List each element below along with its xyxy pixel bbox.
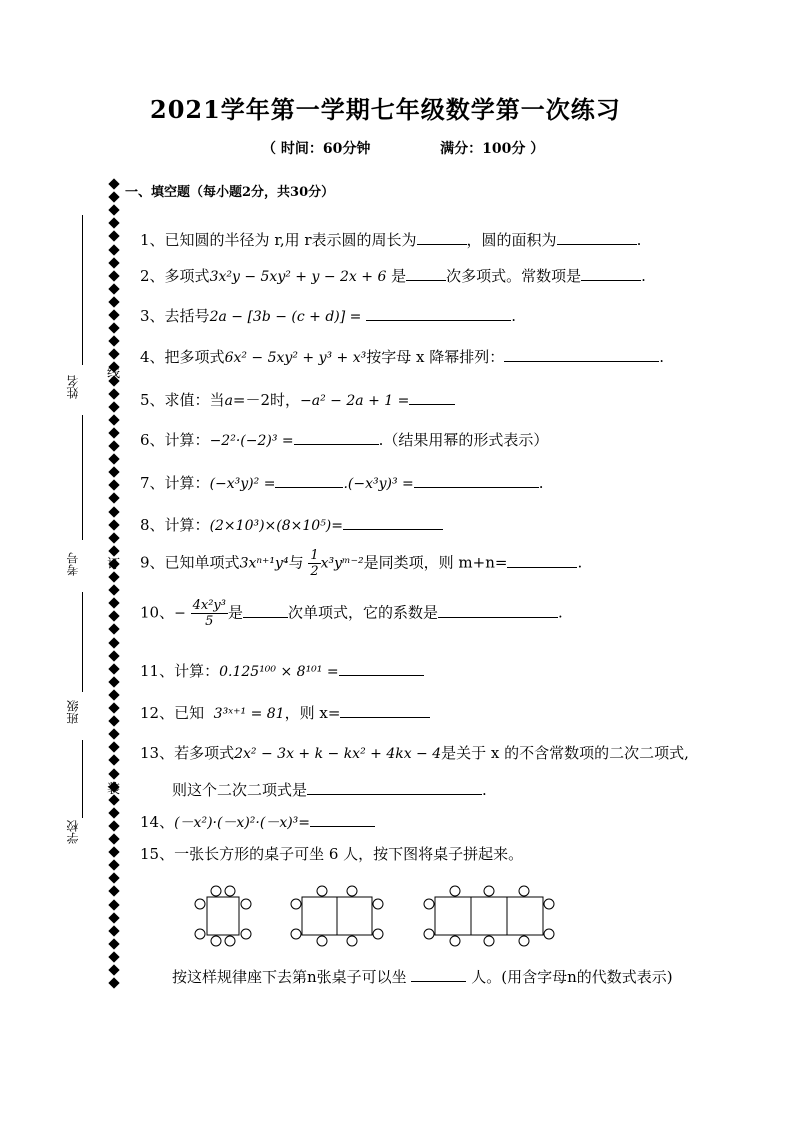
answer-blank[interactable] <box>504 347 659 362</box>
binding-diamond <box>108 689 119 700</box>
math-expression: 6x² − 5xy² + y³ + x³ <box>224 350 367 366</box>
question-number: 8、 <box>140 516 165 534</box>
binding-diamond <box>108 742 119 753</box>
binding-line <box>82 415 83 540</box>
binding-diamond <box>108 205 119 216</box>
binding-diamond <box>108 270 119 281</box>
page-title: 2021学年第一学期七年级数学第一次练习 <box>150 95 621 124</box>
answer-blank[interactable] <box>409 390 455 405</box>
seat-circle <box>317 886 327 896</box>
binding-diamond <box>108 611 119 622</box>
question-number: 10、 <box>140 603 175 622</box>
minus-sign: − <box>174 605 186 622</box>
question-text: 是 <box>227 603 243 622</box>
question-7 <box>140 472 544 493</box>
label-school: 学校 <box>66 820 80 844</box>
question-number: 14、 <box>140 813 175 831</box>
answer-blank[interactable] <box>340 703 430 718</box>
seat-circle <box>195 899 205 909</box>
seat-circle <box>450 886 460 896</box>
question-text: 次单项式，它的系数是 <box>288 603 439 622</box>
binding-diamond <box>108 349 119 360</box>
question-13-line2 <box>172 779 487 800</box>
question-text: 已知 <box>174 704 205 722</box>
question-text: 多项式 <box>164 267 210 285</box>
seat-circle <box>291 929 301 939</box>
math-expression: 3xⁿ⁺¹y⁴ <box>239 555 289 572</box>
math-expression: 3x²y − 5xy² + y − 2x + 6 <box>209 269 387 285</box>
binding-diamond <box>108 624 119 635</box>
binding-line <box>82 740 83 818</box>
question-text: 计算： <box>164 474 210 492</box>
question-text: 按这样规律座下去第n张桌子可以坐 <box>172 968 407 986</box>
binding-diamond <box>108 729 119 740</box>
question-end: . <box>659 348 665 366</box>
question-6 <box>140 429 548 450</box>
binding-diamond <box>108 598 119 609</box>
question-15 <box>140 843 523 864</box>
binding-diamond <box>108 178 119 189</box>
question-text: 按字母 x 降幂排列： <box>366 348 505 366</box>
question-number: 15、 <box>140 845 175 863</box>
answer-blank[interactable] <box>417 230 467 245</box>
question-number: 6、 <box>140 431 165 449</box>
question-number: 4、 <box>140 348 165 366</box>
question-15-line2 <box>172 966 673 987</box>
binding-diamond <box>108 584 119 595</box>
binding-diamond <box>108 637 119 648</box>
binding-diamond <box>108 964 119 975</box>
fraction <box>191 598 228 629</box>
question-2 <box>140 265 646 286</box>
question-text: ，则 x= <box>284 704 341 722</box>
question-number: 5、 <box>140 391 165 409</box>
binding-diamond <box>108 807 119 818</box>
question-text: 是 <box>391 267 407 285</box>
binding-diamond <box>108 519 119 530</box>
answer-blank[interactable] <box>414 473 539 488</box>
question-end: . <box>641 267 646 285</box>
question-text: 去括号 <box>164 307 210 325</box>
question-number: 7、 <box>140 474 165 492</box>
answer-blank[interactable] <box>310 812 375 827</box>
answer-blank[interactable] <box>406 266 446 281</box>
seat-circle <box>211 886 221 896</box>
math-expression: (−x³y)² = <box>209 476 276 492</box>
question-text: .（结果用幂的形式表示） <box>378 431 549 449</box>
denominator: 2 <box>310 564 319 579</box>
seat-circle <box>450 936 460 946</box>
question-number: 2、 <box>140 267 165 285</box>
question-10 <box>140 598 563 629</box>
question-text: 是同类项，则 m+n= <box>363 553 508 572</box>
question-12 <box>140 702 430 723</box>
binding-diamond <box>108 257 119 268</box>
answer-blank[interactable] <box>275 473 343 488</box>
answer-blank[interactable] <box>411 967 466 982</box>
binding-diamond <box>108 951 119 962</box>
binding-diamond <box>108 650 119 661</box>
seat-circle <box>347 936 357 946</box>
binding-line <box>82 592 83 692</box>
math-expression: (－x²)·(－x)²·(－x)³= <box>174 815 311 831</box>
binding-diamond <box>108 755 119 766</box>
binding-diamond <box>108 336 119 347</box>
math-expression: .(−x³y)³ = <box>343 476 414 492</box>
binding-diamond <box>108 820 119 831</box>
question-text: 已知圆的半径为 r,用 r表示圆的周长为 <box>164 231 417 249</box>
answer-blank[interactable] <box>507 553 577 568</box>
question-1 <box>140 229 641 250</box>
seat-circle <box>519 886 529 896</box>
question-text: 把多项式 <box>164 348 225 366</box>
seat-circle <box>373 929 383 939</box>
seat-circle <box>211 936 221 946</box>
question-end: . <box>482 781 487 799</box>
answer-blank[interactable] <box>366 306 511 321</box>
seat-circle <box>225 886 235 896</box>
question-text: =－2时， <box>232 391 301 409</box>
binding-diamond <box>108 191 119 202</box>
binding-diamond <box>108 322 119 333</box>
math-expression: −a² − 2a + 1 = <box>300 393 410 409</box>
question-text: 次多项式。常数项是 <box>446 267 582 285</box>
binding-diamond <box>108 676 119 687</box>
question-number: 11、 <box>140 662 175 680</box>
binding-diamond <box>108 899 119 910</box>
exam-info <box>262 138 544 158</box>
question-text: 则这个二次二项式是 <box>172 781 308 799</box>
math-expression: 2x² − 3x + k − kx² + 4kx − 4 <box>234 746 442 762</box>
binding-diamond <box>108 401 119 412</box>
math-expression: −2²·(−2)³ = <box>209 433 294 449</box>
math-expression: 2a − [3b − (c + d)] = <box>209 309 362 325</box>
binding-diamond <box>108 283 119 294</box>
question-11 <box>140 660 424 681</box>
label-exam-number: 考号 <box>66 552 80 576</box>
binding-diamond <box>108 715 119 726</box>
fraction <box>308 548 320 579</box>
numerator: 1 <box>310 548 319 563</box>
math-expression: (2×10³)×(8×10⁵)= <box>209 518 343 534</box>
question-text: 已知单项式 <box>164 553 240 572</box>
time-label: （ 时间：60分钟 <box>262 141 371 157</box>
math-expression: 0.125¹⁰⁰ × 8¹⁰¹ = <box>219 664 339 680</box>
question-13 <box>140 742 689 763</box>
binding-diamond <box>108 912 119 923</box>
seat-circle <box>544 899 554 909</box>
binding-diamond <box>108 873 119 884</box>
seat-circle <box>291 899 301 909</box>
question-end: . <box>538 474 544 492</box>
binding-diamond <box>108 231 119 242</box>
tables-figure <box>190 882 570 952</box>
math-expression: x³yᵐ⁻² <box>320 555 364 572</box>
binding-diamond <box>108 480 119 491</box>
question-text: 计算： <box>174 662 220 680</box>
binding-diamond <box>108 218 119 229</box>
binding-diamond <box>108 977 119 988</box>
label-name: 姓名 <box>66 375 80 399</box>
score-label: 满分：100分 ） <box>440 141 545 157</box>
binding-char-order: 订 <box>107 557 121 572</box>
answer-blank[interactable] <box>557 230 637 245</box>
question-number: 1、 <box>140 231 165 249</box>
binding-diamond <box>108 453 119 464</box>
table-1 <box>207 897 239 935</box>
binding-diamond <box>108 833 119 844</box>
question-number: 13、 <box>140 744 175 762</box>
question-4 <box>140 346 664 367</box>
question-9 <box>140 548 582 579</box>
seat-circle <box>241 929 251 939</box>
question-end: . <box>577 553 583 572</box>
binding-diamond <box>108 427 119 438</box>
question-end: . <box>511 307 516 325</box>
question-text: 与 <box>288 553 304 572</box>
binding-diamond <box>108 571 119 582</box>
question-number: 12、 <box>140 704 175 722</box>
question-number: 3、 <box>140 307 165 325</box>
binding-diamond <box>108 846 119 857</box>
binding-diamond <box>108 886 119 897</box>
binding-diamond <box>108 388 119 399</box>
binding-line <box>82 215 83 365</box>
binding-diamond <box>108 702 119 713</box>
seat-circle <box>347 886 357 896</box>
binding-diamond <box>108 440 119 451</box>
label-class: 班级 <box>66 700 80 724</box>
seat-circle <box>519 936 529 946</box>
question-end: . <box>558 603 563 622</box>
binding-diamond <box>108 506 119 517</box>
seat-circle <box>373 899 383 909</box>
seat-circle <box>195 929 205 939</box>
section-title: 一、填空题（每小题2分，共30分） <box>125 185 335 200</box>
answer-blank[interactable] <box>294 430 379 445</box>
binding-diamond <box>108 296 119 307</box>
question-text: ，圆的面积为 <box>466 231 557 249</box>
binding-char-install: 装 <box>107 782 121 797</box>
binding-diamond <box>108 493 119 504</box>
binding-diamond <box>108 532 119 543</box>
question-end: . <box>636 231 642 249</box>
seat-circle <box>544 929 554 939</box>
binding-diamond <box>108 663 119 674</box>
question-text: 人。(用含字母n的代数式表示) <box>471 968 673 986</box>
seat-circle <box>484 936 494 946</box>
binding-diamond <box>108 860 119 871</box>
question-number: 9、 <box>140 553 165 572</box>
answer-blank[interactable] <box>307 780 482 795</box>
question-3 <box>140 305 516 326</box>
table-3 <box>435 897 543 935</box>
seat-circle <box>484 886 494 896</box>
binding-char-line: 线 <box>107 366 121 381</box>
answer-blank[interactable] <box>339 661 424 676</box>
question-text: 一张长方形的桌子可坐 6 人，按下图将桌子拼起来。 <box>174 845 524 863</box>
seat-circle <box>424 899 434 909</box>
binding-diamond <box>108 309 119 320</box>
seat-circle <box>225 936 235 946</box>
answer-blank[interactable] <box>343 515 443 530</box>
seat-circle <box>317 936 327 946</box>
math-expression: 3³ˣ⁺¹ = 81 <box>213 706 285 722</box>
question-text: 是关于 x 的不含常数项的二次二项式, <box>441 744 689 762</box>
binding-diamond <box>108 925 119 936</box>
seat-circle <box>241 899 251 909</box>
binding-diamond <box>108 938 119 949</box>
binding-diamond <box>108 414 119 425</box>
question-text: 计算： <box>164 431 210 449</box>
binding-diamond <box>108 244 119 255</box>
answer-blank[interactable] <box>243 603 288 618</box>
denominator: 5 <box>205 614 214 629</box>
answer-blank[interactable] <box>581 266 641 281</box>
question-5 <box>140 389 455 410</box>
math-expression: a <box>224 393 233 409</box>
binding-diamond <box>108 467 119 478</box>
question-text: 求值：当 <box>164 391 225 409</box>
answer-blank[interactable] <box>438 603 558 618</box>
seat-circle <box>424 929 434 939</box>
question-8 <box>140 514 443 535</box>
question-text: 计算： <box>164 516 210 534</box>
numerator: 4x²y³ <box>192 598 226 613</box>
question-14 <box>140 811 375 832</box>
question-text: 若多项式 <box>174 744 235 762</box>
